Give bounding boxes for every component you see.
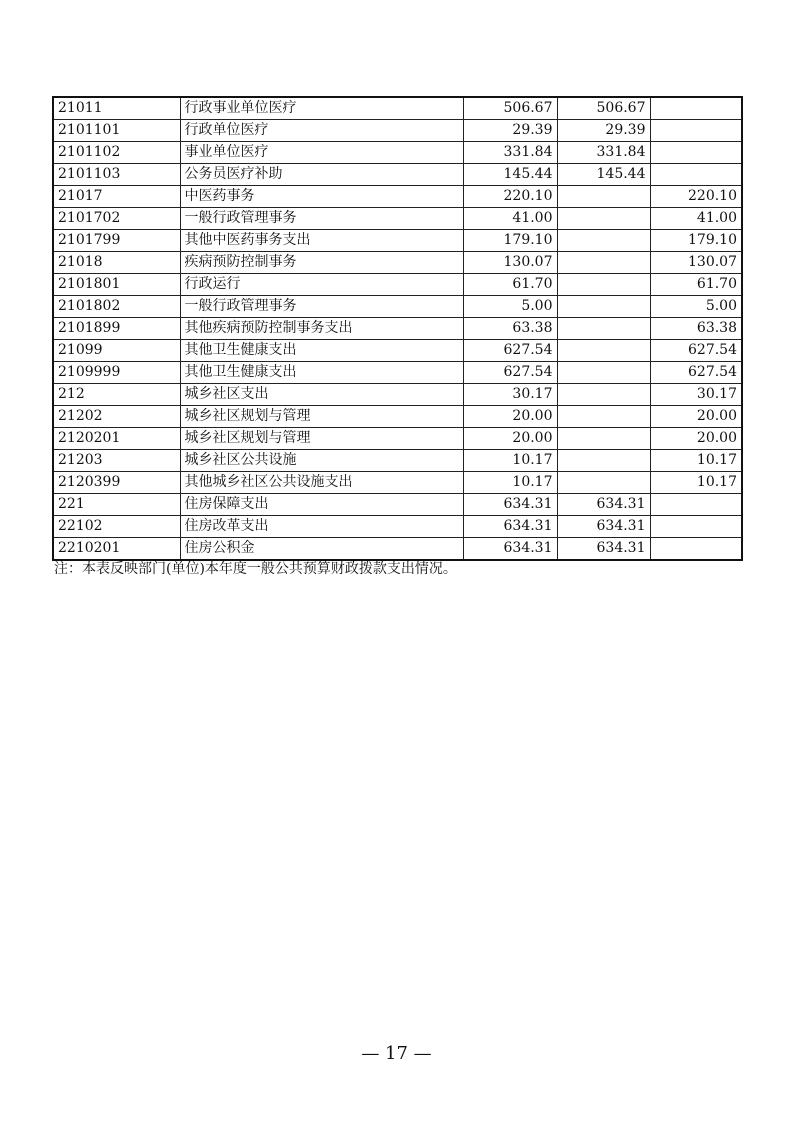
row-basic	[557, 186, 650, 208]
row-total: 331.84	[463, 142, 557, 164]
row-name: 公务员医疗补助	[180, 164, 463, 186]
row-code: 22102	[53, 516, 180, 538]
row-total: 41.00	[463, 208, 557, 230]
row-code: 2101799	[53, 230, 180, 252]
row-name: 其他中医药事务支出	[180, 230, 463, 252]
row-total: 627.54	[463, 362, 557, 384]
budget-table-body	[53, 97, 742, 560]
row-total: 145.44	[463, 164, 557, 186]
row-total: 130.07	[463, 252, 557, 274]
row-total: 220.10	[463, 186, 557, 208]
row-basic	[557, 252, 650, 274]
row-basic: 634.31	[557, 538, 650, 561]
table-row	[53, 362, 742, 384]
row-basic	[557, 296, 650, 318]
row-total: 10.17	[463, 472, 557, 494]
row-project	[650, 516, 742, 538]
row-basic	[557, 384, 650, 406]
row-project	[650, 494, 742, 516]
row-name: 行政事业单位医疗	[180, 97, 463, 120]
row-project: 130.07	[650, 252, 742, 274]
table-row	[53, 472, 742, 494]
row-project: 10.17	[650, 472, 742, 494]
row-name: 其他卫生健康支出	[180, 362, 463, 384]
table-row	[53, 186, 742, 208]
row-name: 行政单位医疗	[180, 120, 463, 142]
row-project	[650, 538, 742, 561]
row-project: 627.54	[650, 340, 742, 362]
row-project: 627.54	[650, 362, 742, 384]
row-total: 634.31	[463, 516, 557, 538]
row-project: 63.38	[650, 318, 742, 340]
row-project	[650, 97, 742, 120]
row-project: 220.10	[650, 186, 742, 208]
row-code: 21202	[53, 406, 180, 428]
row-code: 2101102	[53, 142, 180, 164]
row-project: 5.00	[650, 296, 742, 318]
row-project: 20.00	[650, 406, 742, 428]
row-name: 其他卫生健康支出	[180, 340, 463, 362]
table-note: 注：本表反映部门(单位)本年度一般公共预算财政拨款支出情况。	[54, 561, 457, 577]
table-row	[53, 274, 742, 296]
table-row	[53, 230, 742, 252]
row-project: 20.00	[650, 428, 742, 450]
row-name: 其他城乡社区公共设施支出	[180, 472, 463, 494]
table-row	[53, 538, 742, 561]
row-code: 2101899	[53, 318, 180, 340]
row-project: 61.70	[650, 274, 742, 296]
row-code: 2101103	[53, 164, 180, 186]
row-project: 179.10	[650, 230, 742, 252]
row-code: 2101801	[53, 274, 180, 296]
table-row	[53, 340, 742, 362]
row-code: 2120399	[53, 472, 180, 494]
row-code: 2109999	[53, 362, 180, 384]
row-basic	[557, 274, 650, 296]
row-project	[650, 142, 742, 164]
row-total: 63.38	[463, 318, 557, 340]
row-total: 61.70	[463, 274, 557, 296]
row-code: 2101101	[53, 120, 180, 142]
row-total: 634.31	[463, 538, 557, 561]
row-code: 212	[53, 384, 180, 406]
row-code: 21099	[53, 340, 180, 362]
row-basic: 29.39	[557, 120, 650, 142]
row-name: 城乡社区规划与管理	[180, 428, 463, 450]
row-name: 住房公积金	[180, 538, 463, 561]
row-basic: 506.67	[557, 97, 650, 120]
row-total: 627.54	[463, 340, 557, 362]
table-row	[53, 97, 742, 120]
row-name: 一般行政管理事务	[180, 296, 463, 318]
row-basic	[557, 208, 650, 230]
row-code: 221	[53, 494, 180, 516]
table-row	[53, 450, 742, 472]
row-name: 事业单位医疗	[180, 142, 463, 164]
table-row	[53, 428, 742, 450]
row-basic	[557, 406, 650, 428]
row-total: 29.39	[463, 120, 557, 142]
row-name: 疾病预防控制事务	[180, 252, 463, 274]
row-project: 41.00	[650, 208, 742, 230]
row-name: 其他疾病预防控制事务支出	[180, 318, 463, 340]
table-row	[53, 142, 742, 164]
row-basic: 331.84	[557, 142, 650, 164]
row-name: 城乡社区规划与管理	[180, 406, 463, 428]
row-code: 21203	[53, 450, 180, 472]
row-code: 2101802	[53, 296, 180, 318]
row-total: 20.00	[463, 428, 557, 450]
row-project	[650, 120, 742, 142]
row-name: 城乡社区公共设施	[180, 450, 463, 472]
row-basic	[557, 362, 650, 384]
row-name: 中医药事务	[180, 186, 463, 208]
table-row	[53, 120, 742, 142]
row-code: 21017	[53, 186, 180, 208]
page-number: — 17 —	[361, 1043, 432, 1064]
row-basic: 634.31	[557, 494, 650, 516]
row-total: 634.31	[463, 494, 557, 516]
row-name: 行政运行	[180, 274, 463, 296]
row-project: 30.17	[650, 384, 742, 406]
row-code: 2120201	[53, 428, 180, 450]
row-basic	[557, 450, 650, 472]
row-basic	[557, 428, 650, 450]
table-row	[53, 516, 742, 538]
row-basic: 145.44	[557, 164, 650, 186]
table-row	[53, 318, 742, 340]
budget-table	[52, 96, 743, 561]
row-total: 506.67	[463, 97, 557, 120]
row-name: 一般行政管理事务	[180, 208, 463, 230]
row-basic	[557, 318, 650, 340]
table-row	[53, 252, 742, 274]
row-project	[650, 164, 742, 186]
row-basic: 634.31	[557, 516, 650, 538]
row-basic	[557, 472, 650, 494]
table-row	[53, 164, 742, 186]
row-total: 179.10	[463, 230, 557, 252]
row-name: 住房改革支出	[180, 516, 463, 538]
row-code: 21018	[53, 252, 180, 274]
row-name: 城乡社区支出	[180, 384, 463, 406]
row-basic	[557, 340, 650, 362]
table-row	[53, 494, 742, 516]
row-project: 10.17	[650, 450, 742, 472]
row-total: 20.00	[463, 406, 557, 428]
row-code: 21011	[53, 97, 180, 120]
table-row	[53, 406, 742, 428]
table-row	[53, 296, 742, 318]
row-name: 住房保障支出	[180, 494, 463, 516]
row-basic	[557, 230, 650, 252]
row-code: 2210201	[53, 538, 180, 561]
row-total: 5.00	[463, 296, 557, 318]
table-row	[53, 384, 742, 406]
row-total: 30.17	[463, 384, 557, 406]
table-row	[53, 208, 742, 230]
row-code: 2101702	[53, 208, 180, 230]
row-total: 10.17	[463, 450, 557, 472]
